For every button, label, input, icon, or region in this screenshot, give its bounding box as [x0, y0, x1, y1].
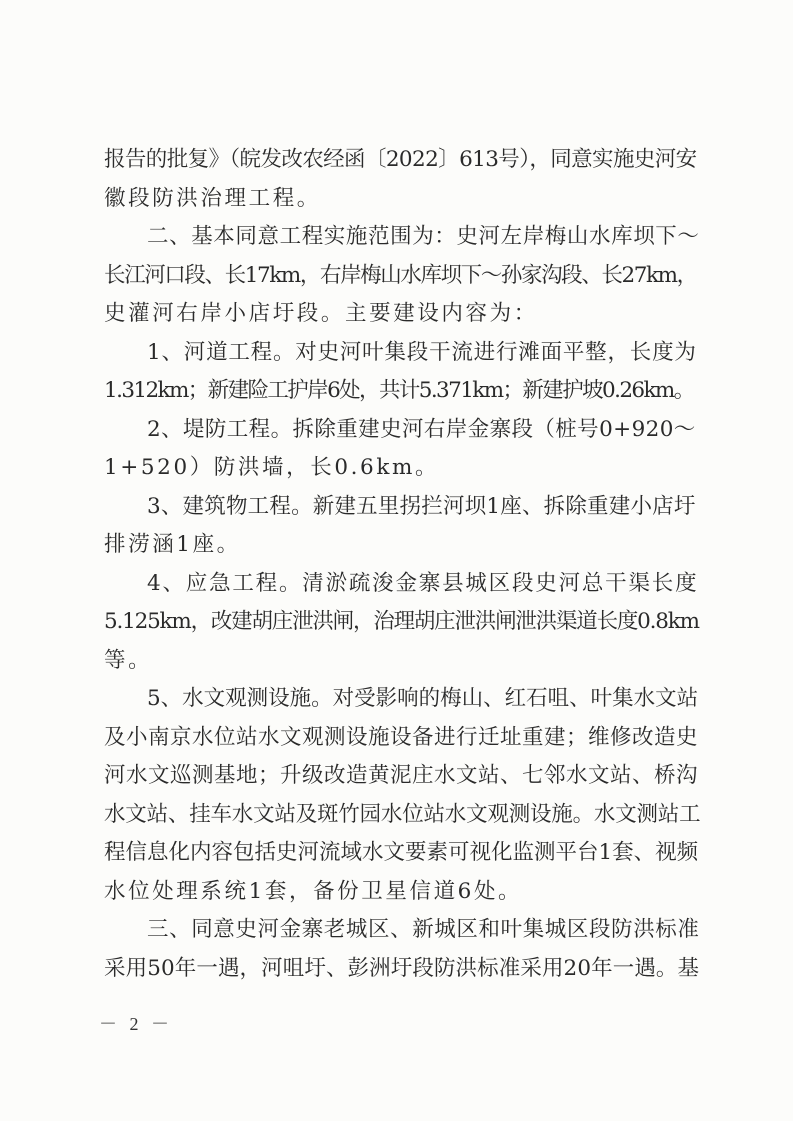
text-line: 5、水文观测设施。对受影响的梅山、红石咀、叶集水文站	[147, 686, 699, 711]
text-line: 采用50年一遇，河咀圩、彭洲圩段防洪标准采用20年一遇。基	[104, 956, 700, 981]
text-line: 排涝涵1座。	[104, 532, 241, 557]
text-line: 长江河口段、长17km，右岸梅山水库坝下～孙家沟段、长27km，	[104, 263, 697, 288]
text-line: 水位处理系统1套，备份卫星信道6处。	[104, 879, 523, 904]
text-line: 二、基本同意工程实施范围为：史河左岸梅山水库坝下～	[147, 224, 700, 249]
text-line: 5.125km，改建胡庄泄洪闸，治理胡庄泄洪闸泄洪渠道长度0.8km	[104, 609, 699, 634]
text-line: 三、同意史河金寨老城区、新城区和叶集城区段防洪标准	[147, 917, 700, 942]
text-line: 水文站、挂车水文站及斑竹园水位站水文观测设施。水文测站工	[104, 802, 701, 827]
text-line: 2、堤防工程。拆除重建史河右岸金寨段（桩号0+920～	[147, 417, 696, 442]
text-line: 1+520）防洪墙，长0.6km。	[104, 455, 440, 480]
text-line: 1.312km；新建险工护岸6处，共计5.371km；新建护坡0.26km。	[104, 378, 694, 403]
text-line: 徽段防洪治理工程。	[104, 186, 321, 211]
text-line: 程信息化内容包括史河流域水文要素可视化监测平台1套、视频	[104, 840, 699, 865]
text-line: 河水文巡测基地；升级改造黄泥庄水文站、七邻水文站、桥沟	[104, 763, 699, 788]
text-line: 史灌河右岸小店圩段。主要建设内容为：	[104, 301, 538, 326]
text-line: 1、河道工程。对史河叶集段干流进行滩面平整，长度为	[147, 340, 697, 365]
text-line: 4、应急工程。清淤疏浚金寨县城区段史河总干渠长度	[147, 571, 699, 596]
page-number: － 2 －	[99, 1014, 173, 1034]
text-line: 3、建筑物工程。新建五里拐拦河坝1座、拆除重建小店圩	[147, 494, 696, 519]
text-line: 等。	[104, 648, 153, 673]
text-line: 及小南京水位站水文观测设施设备进行迁址重建；维修改造史	[104, 725, 699, 750]
text-line: 报告的批复》（皖发改农经函〔2022〕613号），同意实施史河安	[104, 147, 697, 172]
